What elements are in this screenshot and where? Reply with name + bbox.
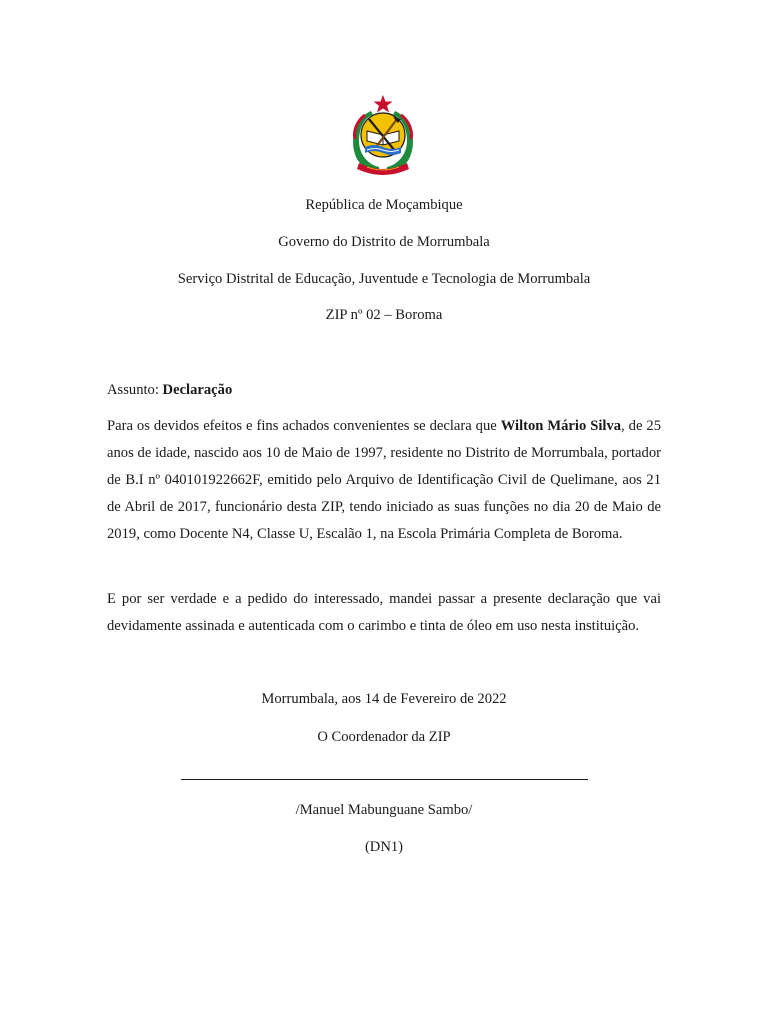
signatory-name: /Manuel Mabunguane Sambo/ [295, 802, 473, 818]
subject-line [107, 381, 232, 399]
service-line: Serviço Distrital de Educação, Juventude e Tecnologia de Morrumbala [177, 271, 591, 287]
declaration-paragraph [107, 413, 661, 548]
employee-name: Wilton Mário Silva [500, 418, 622, 434]
place-date: Morrumbala, aos 14 de Fevereiro de 2022 [261, 691, 507, 707]
coordinator-role: O Coordenador da ZIP [317, 729, 451, 745]
mozambique-emblem [345, 93, 421, 179]
zip-line: ZIP nº 02 – Boroma [325, 307, 443, 323]
subject-value: Declaração [162, 382, 233, 398]
declaration-text-start: Para os devidos efeitos e fins achados convenientes se declara que [107, 418, 501, 434]
declaration-text-rest: , de 25 anos de idade, nascido aos 10 de Maio de 1997, residente no Distrito de Morrumbala, portador de B.I nº 040101922662F, emitido pelo Arquivo de Identificação Civil de Quelimane, aos 21 de Abril de 2017, funcionário desta ZIP, tendo iniciado as suas funções no dia 20 de Maio de 2019, como Docente N4, Classe U, Escalão 1, na Escola Primária Completa de Boroma. [107, 418, 661, 542]
signature-line [181, 779, 588, 780]
government-line: Governo do Distrito de Morrumbala [278, 234, 490, 250]
emblem-star [374, 95, 393, 113]
subject-label: Assunto: [107, 382, 163, 398]
signatory-grade: (DN1) [364, 839, 404, 855]
closing-text: E por ser verdade e a pedido do interessado, mandei passar a presente declaração que vai devidamente assinada e autenticada com o carimbo e tinta de óleo em uso nesta instituição. [107, 591, 661, 634]
republic-line: República de Moçambique [305, 197, 463, 213]
closing-paragraph [107, 586, 661, 640]
